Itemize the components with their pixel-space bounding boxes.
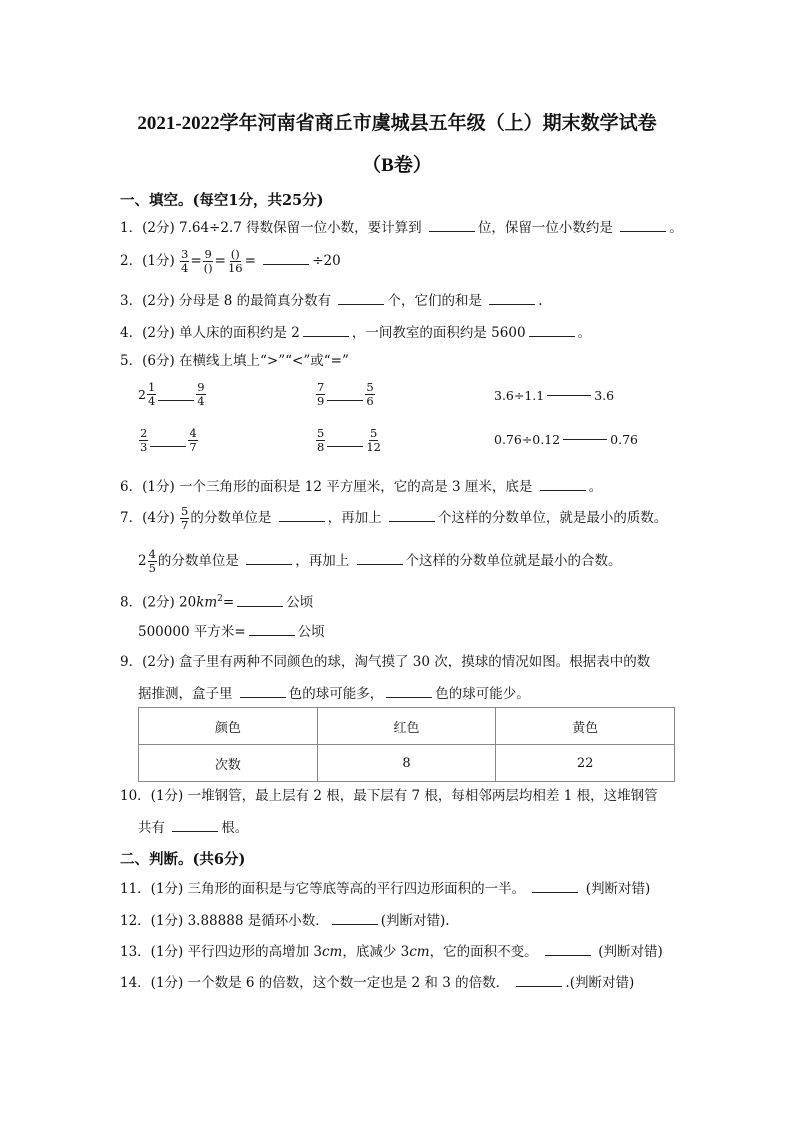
question-10: 10．(1分) 一堆钢管，最上层有 2 根，最下层有 7 根，每相邻两层均相差 1 根，这堆钢管 — [120, 788, 658, 804]
question-1: 1．(2分) 7.64÷2.7 得数保留一位小数，要计算到 位，保留一位小数约是 。 — [120, 217, 683, 237]
answer-blank[interactable] — [532, 878, 578, 893]
answer-blank[interactable] — [429, 217, 475, 232]
answer-blank[interactable] — [516, 972, 562, 987]
answer-blank[interactable] — [489, 290, 535, 305]
answer-blank[interactable] — [237, 592, 283, 607]
answer-blank[interactable] — [620, 217, 666, 232]
answer-blank[interactable] — [327, 400, 363, 401]
answer-blank[interactable] — [240, 683, 286, 698]
answer-blank[interactable] — [246, 550, 292, 565]
question-4: 4．(2分) 单人床的面积约是 2 ，一间教室的面积约是 5600 。 — [120, 322, 591, 342]
answer-blank[interactable] — [249, 621, 295, 636]
compare-item-f: 0.76÷0.12 0.76 — [494, 432, 638, 447]
answer-blank[interactable] — [338, 290, 384, 305]
fraction: $\frac{4}{5}$ — [148, 547, 156, 575]
answer-blank[interactable] — [303, 322, 349, 337]
compare-item-c: 3.6÷1.1 3.6 — [494, 388, 615, 403]
question-8-part-2: 500000 平方米= 公顷 — [138, 621, 325, 641]
answer-blank[interactable] — [540, 476, 586, 491]
answer-blank[interactable] — [327, 446, 363, 447]
question-9: 9．(2分) 盒子里有两种不同颜色的球，淘气摸了 30 次，摸球的情况如图。根据表中的数 — [120, 654, 651, 670]
question-5: 5．(6分) 在横线上填上“>”“<”或“=” — [120, 353, 349, 369]
question-2: 2．(1分) $\frac{3}{4}$ = $\frac{9}{()}$ = $\frac{()}{16}$ = ÷20 — [120, 247, 341, 275]
section-fill-heading: 一、填空。(每空1分，共25分) — [120, 192, 324, 209]
question-8: 8．(2分) $20km^2=$ 公顷 — [120, 590, 313, 612]
table-header-row — [139, 708, 675, 745]
fraction: $\frac{()}{16}$ — [227, 247, 243, 275]
answer-blank[interactable] — [150, 446, 186, 447]
answer-blank[interactable] — [386, 683, 432, 698]
table-cell: 次数 — [139, 745, 318, 782]
answer-blank[interactable] — [172, 817, 218, 832]
table-cell: 颜色 — [139, 708, 318, 745]
answer-blank[interactable] — [563, 439, 607, 440]
answer-blank[interactable] — [263, 250, 309, 265]
fraction: $\frac{5}{7}$ — [181, 504, 189, 532]
compare-item-a: 2 $\frac{1}{4}$ $\frac{9}{4}$ — [138, 380, 205, 408]
compare-item-b: $\frac{7}{9}$ $\frac{5}{6}$ — [317, 380, 374, 408]
answer-blank[interactable] — [158, 400, 194, 401]
question-11: 11．(1分) 三角形的面积是与它等底等高的平行四边形面积的一半。 (判断对错) — [120, 878, 650, 898]
compare-item-d: $\frac{2}{3}$ $\frac{4}{7}$ — [140, 426, 197, 454]
answer-blank[interactable] — [279, 507, 325, 522]
compare-item-e: $\frac{5}{8}$ $\frac{5}{12}$ — [317, 426, 381, 454]
question-9-part-2: 据推测，盒子里 色的球可能多， 色的球可能少。 — [138, 683, 530, 703]
question-6: 6．(1分) 一个三角形的面积是 12 平方厘米，它的高是 3 厘米，底是 。 — [120, 476, 602, 496]
answer-blank[interactable] — [357, 550, 403, 565]
fraction: $\frac{3}{4}$ — [181, 247, 189, 275]
section-judge-heading: 二、判断。(共6分) — [120, 851, 246, 868]
table-row — [139, 745, 675, 782]
question-13: 13．(1分) 平行四边形的高增加 3cm，底减少 3cm，它的面积不变。 (判断对错) — [120, 941, 663, 961]
ball-count-table — [138, 707, 675, 782]
fraction: $\frac{9}{()}$ — [203, 247, 213, 275]
page-subtitle: （B卷） — [362, 155, 432, 176]
question-7: 7．(4分) $\frac{5}{7}$ 的分数单位是 ，再加上 个这样的分数单位，就是最小的质数。 — [120, 504, 668, 532]
table-cell: 红色 — [317, 708, 496, 745]
question-14: 14．(1分) 一个数是 6 的倍数，这个数一定也是 2 和 3 的倍数． .(判断对错) — [120, 972, 634, 992]
answer-blank[interactable] — [547, 395, 591, 396]
question-3: 3．(2分) 分母是 8 的最简真分数有 个，它们的和是 . — [120, 290, 543, 310]
table-cell: 22 — [496, 745, 675, 782]
question-12: 12．(1分) 3.88888 是循环小数． (判断对错). — [120, 910, 450, 930]
table-cell: 黄色 — [496, 708, 675, 745]
answer-blank[interactable] — [529, 322, 575, 337]
question-10-part-2: 共有 根。 — [138, 817, 248, 837]
answer-blank[interactable] — [332, 910, 378, 925]
answer-blank[interactable] — [389, 507, 435, 522]
question-7-part-2: 2 $\frac{4}{5}$ 的分数单位是 ，再加上 个这样的分数单位就是最小的合数。 — [138, 547, 622, 575]
table-cell: 8 — [317, 745, 496, 782]
answer-blank[interactable] — [545, 941, 591, 956]
page-title: 2021-2022学年河南省商丘市虞城县五年级（上）期末数学试卷 — [137, 113, 657, 134]
